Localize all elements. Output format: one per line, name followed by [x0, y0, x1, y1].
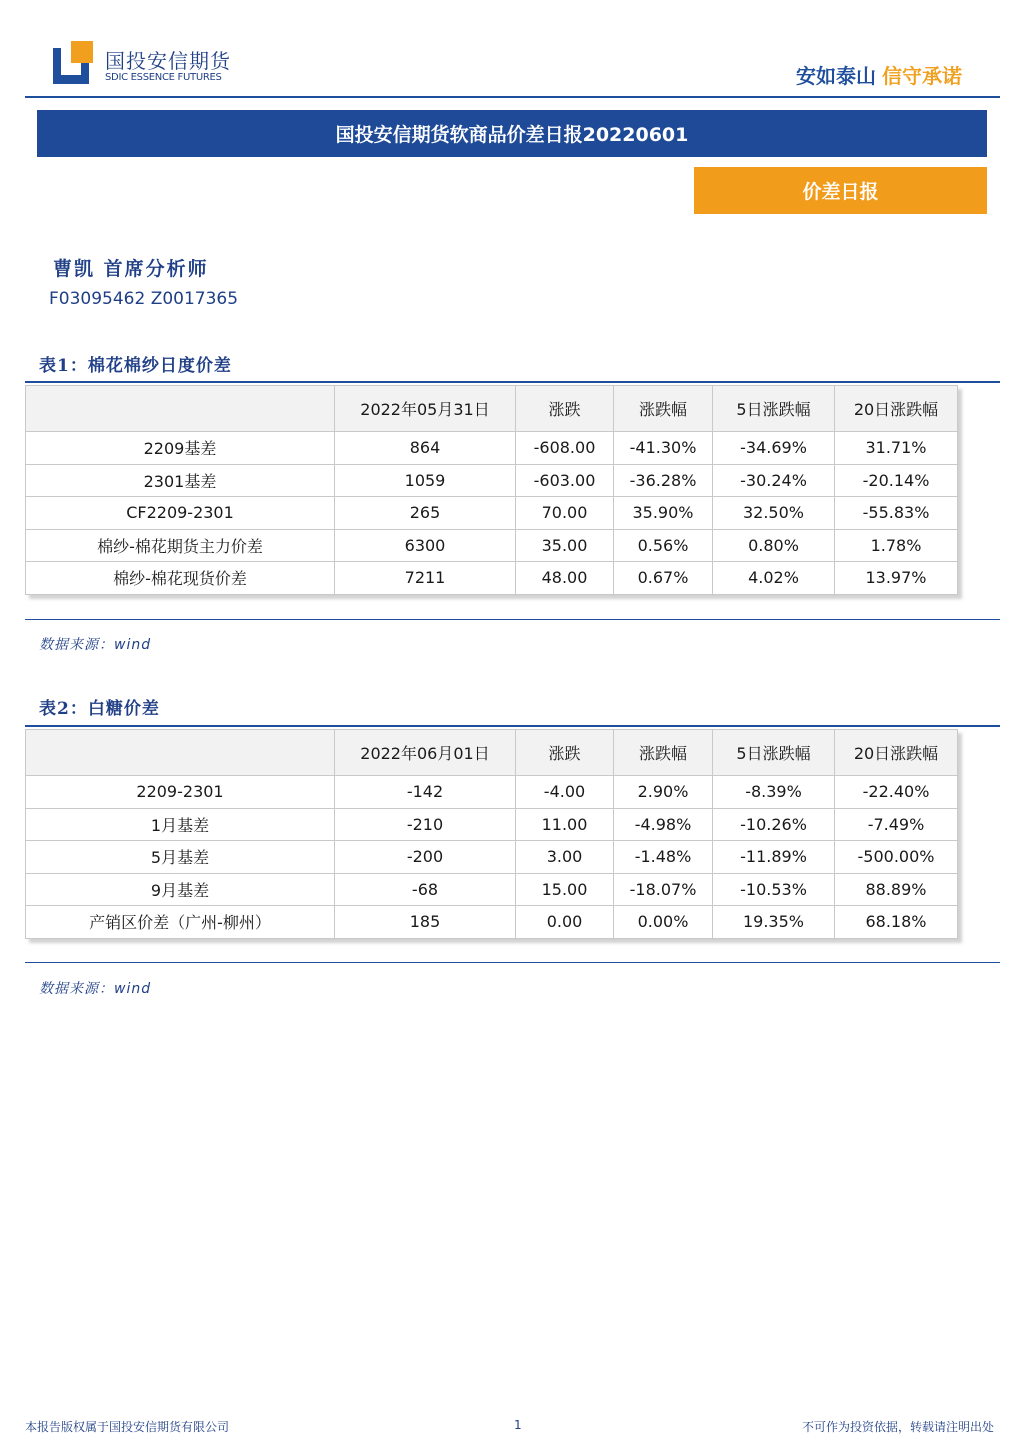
table-row: [26, 873, 958, 906]
change-5d-cell: 19.35%: [713, 906, 835, 939]
table-row: [26, 776, 958, 809]
value-cell: -142: [335, 776, 516, 809]
change-cell: 0.00: [516, 906, 614, 939]
header-cell: 2022年05月31日: [335, 386, 516, 432]
header-cell: 5日涨跌幅: [713, 730, 835, 776]
table1-bottom-rule: [25, 619, 1000, 620]
change-5d-cell: -30.24%: [713, 464, 835, 497]
row-label: 1月基差: [26, 808, 335, 841]
row-label: CF2209-2301: [26, 497, 335, 530]
table-row: [26, 906, 958, 939]
change-pct-cell: -4.98%: [614, 808, 713, 841]
change-pct-cell: -1.48%: [614, 841, 713, 874]
footer-copyright: 本报告版权属于国投安信期货有限公司: [25, 1420, 230, 1434]
slogan-part2: 信守承诺: [882, 64, 962, 88]
table-row: [26, 464, 958, 497]
value-cell: 7211: [335, 562, 516, 595]
row-label: 2209基差: [26, 432, 335, 465]
change-cell: -608.00: [516, 432, 614, 465]
table-row: [26, 432, 958, 465]
table2-top-rule: [25, 725, 1000, 727]
change-20d-cell: 68.18%: [835, 906, 958, 939]
change-pct-cell: -18.07%: [614, 873, 713, 906]
header-divider: [25, 96, 1000, 98]
company-logo: [53, 41, 243, 87]
footer-disclaimer: 不可作为投资依据，转载请注明出处: [801, 1420, 994, 1434]
value-cell: 185: [335, 906, 516, 939]
header-cell: [26, 730, 335, 776]
change-cell: 11.00: [516, 808, 614, 841]
change-pct-cell: 35.90%: [614, 497, 713, 530]
table-row: [26, 808, 958, 841]
change-5d-cell: 4.02%: [713, 562, 835, 595]
change-pct-cell: 2.90%: [614, 776, 713, 809]
change-cell: 35.00: [516, 529, 614, 562]
change-5d-cell: -10.26%: [713, 808, 835, 841]
change-5d-cell: -11.89%: [713, 841, 835, 874]
header-cell: 涨跌幅: [614, 730, 713, 776]
value-cell: 864: [335, 432, 516, 465]
table-header-row: [26, 386, 958, 432]
change-20d-cell: 88.89%: [835, 873, 958, 906]
value-cell: 6300: [335, 529, 516, 562]
logo-mark-icon: [53, 41, 97, 85]
table1-top-rule: [25, 381, 1000, 383]
table-row: [26, 497, 958, 530]
table-row: [26, 841, 958, 874]
change-5d-cell: 0.80%: [713, 529, 835, 562]
row-label: 9月基差: [26, 873, 335, 906]
report-tag: 价差日报: [694, 167, 987, 214]
change-20d-cell: 31.71%: [835, 432, 958, 465]
row-label: 2301基差: [26, 464, 335, 497]
change-cell: -4.00: [516, 776, 614, 809]
report-title: 国投安信期货软商品价差日报20220601: [37, 110, 987, 157]
row-label: 5月基差: [26, 841, 335, 874]
row-label: 棉纱-棉花现货价差: [26, 562, 335, 595]
header-cell: 2022年06月01日: [335, 730, 516, 776]
header-cell: [26, 386, 335, 432]
change-20d-cell: -55.83%: [835, 497, 958, 530]
value-cell: -210: [335, 808, 516, 841]
row-label: 产销区价差（广州-柳州）: [26, 906, 335, 939]
change-pct-cell: 0.56%: [614, 529, 713, 562]
header-cell: 20日涨跌幅: [835, 386, 958, 432]
change-20d-cell: -7.49%: [835, 808, 958, 841]
table-row: [26, 562, 958, 595]
change-pct-cell: 0.67%: [614, 562, 713, 595]
cotton-spread-table: [25, 385, 958, 595]
change-cell: -603.00: [516, 464, 614, 497]
change-cell: 48.00: [516, 562, 614, 595]
table-header-row: [26, 730, 958, 776]
table-row: [26, 529, 958, 562]
table2-bottom-rule: [25, 962, 1000, 963]
header-cell: 涨跌: [516, 386, 614, 432]
value-cell: -68: [335, 873, 516, 906]
change-pct-cell: -41.30%: [614, 432, 713, 465]
sugar-spread-table: [25, 729, 958, 939]
header-cell: 涨跌: [516, 730, 614, 776]
change-20d-cell: -22.40%: [835, 776, 958, 809]
change-5d-cell: -8.39%: [713, 776, 835, 809]
value-cell: -200: [335, 841, 516, 874]
change-20d-cell: -500.00%: [835, 841, 958, 874]
value-cell: 265: [335, 497, 516, 530]
table1-title: 表1：棉花棉纱日度价差: [39, 356, 232, 376]
header-cell: 5日涨跌幅: [713, 386, 835, 432]
change-cell: 3.00: [516, 841, 614, 874]
logo-name-en: SDIC ESSENCE FUTURES: [105, 72, 222, 83]
table2-source: 数据来源：wind: [39, 981, 152, 997]
change-cell: 70.00: [516, 497, 614, 530]
value-cell: 1059: [335, 464, 516, 497]
change-5d-cell: 32.50%: [713, 497, 835, 530]
footer-page-number: 1: [514, 1418, 522, 1432]
change-5d-cell: -10.53%: [713, 873, 835, 906]
change-20d-cell: 13.97%: [835, 562, 958, 595]
slogan-part1: 安如泰山: [796, 64, 876, 88]
change-20d-cell: -20.14%: [835, 464, 958, 497]
change-pct-cell: 0.00%: [614, 906, 713, 939]
change-5d-cell: -34.69%: [713, 432, 835, 465]
change-20d-cell: 1.78%: [835, 529, 958, 562]
analyst-name: 曹凯 首席分析师: [53, 258, 209, 280]
row-label: 棉纱-棉花期货主力价差: [26, 529, 335, 562]
logo-name-cn: 国投安信期货: [105, 49, 231, 73]
slogan: [796, 60, 962, 89]
header-cell: 涨跌幅: [614, 386, 713, 432]
change-cell: 15.00: [516, 873, 614, 906]
table2-title: 表2：白糖价差: [39, 699, 160, 719]
table1-source: 数据来源：wind: [39, 637, 152, 653]
header-cell: 20日涨跌幅: [835, 730, 958, 776]
change-pct-cell: -36.28%: [614, 464, 713, 497]
row-label: 2209-2301: [26, 776, 335, 809]
analyst-license: F03095462 Z0017365: [49, 289, 239, 309]
